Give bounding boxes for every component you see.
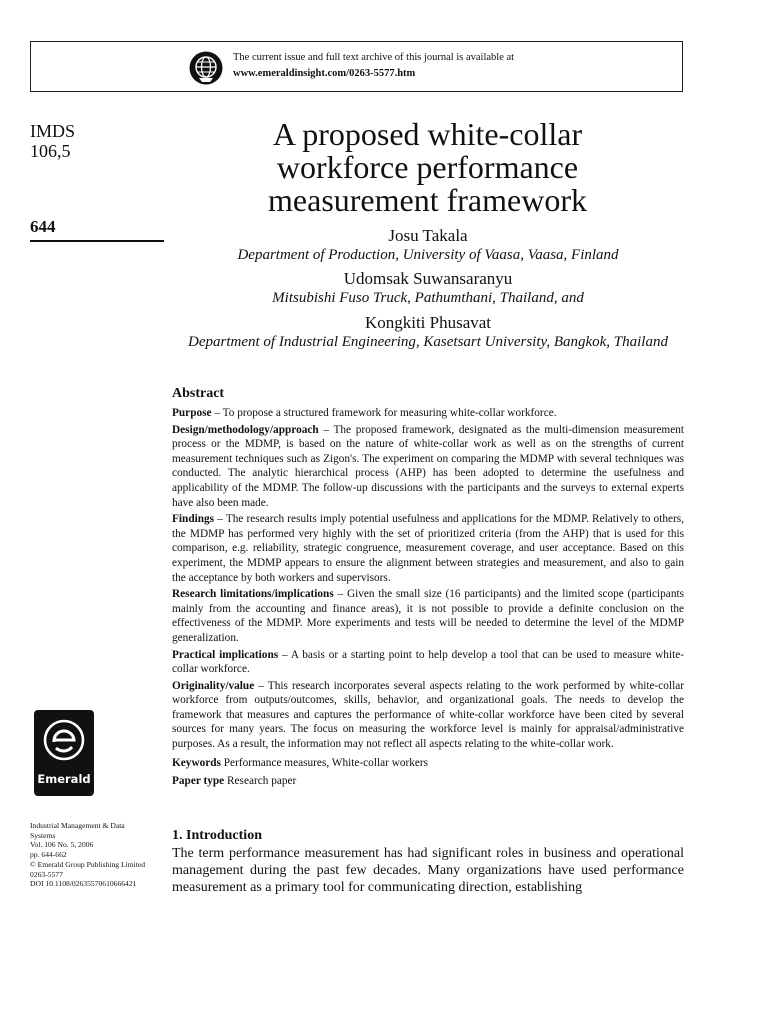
section-text: – The research results imply potential usefulness and applications for the MDMP. Relatively to others, the MDMP has performed very highly with the set of prioritized criteria (from the AHP) that is used for this comparison, e.g. reliability, strategic congruence, measurement coverage, and user acceptance. Based on this experiment, the MDMP appears to ensure the alignment between strategies and measurement, and also to gain the acceptance by both workers and supervisors. [172, 513, 684, 584]
metadata-line: Industrial Management & Data [30, 821, 125, 830]
keywords-label: Keywords [172, 756, 221, 769]
abstract-keywords [172, 756, 684, 771]
metadata-line: 0263-5577 [30, 869, 63, 879]
abstract-practical [172, 648, 684, 677]
abstract-findings [172, 512, 684, 585]
author-name: Josu Takala [388, 226, 468, 245]
journal-issue: 106,5 [30, 141, 71, 161]
abstract-design [172, 423, 684, 511]
notice-text: The current issue and full text archive of this journal is available at [233, 52, 515, 63]
paper-title [200, 118, 655, 217]
author-block [172, 269, 684, 307]
author-name: Kongkiti Phusavat [364, 313, 492, 332]
author-affiliation: Department of Production, University of Vaasa, Vaasa, Finland [237, 247, 619, 263]
publication-metadata [30, 821, 170, 889]
section-text: – Given the small size (16 participants) and the limited scope (participants mainly from the accounting and finance areas), it is not possible to provide a definite conclusion on the effectiveness of the MDMP. More experiments and tests will be needed to determine the level of the MDMP generalization. [172, 588, 685, 644]
paper-type-text: Research paper [224, 775, 297, 788]
abstract-purpose [172, 406, 684, 421]
section-text: – The proposed framework, designated as the multi-dimension measurement process or the MDMP, is based on the nature of white-collar work as well as on the strengths of current measurement techniques such as Zigon's. The experiment on comparing the MDMP with several techniques was conducted. The analytic hierarchical process (AHP) has been adopted to determine the usefulness and applicability of the MDMP. The follow-up discussions with the participants and the surveys to external experts have also been made. [172, 423, 684, 509]
metadata-line: Systems [30, 830, 56, 840]
section-label: Originality/value [172, 679, 255, 692]
emerald-logo-text: Emerald [37, 772, 91, 786]
body-paragraph: The term performance measurement has had significant roles in business and operational management during the past few decades. Many organizations have used performance measurement as a primary tool for communicating direction, establishing [172, 846, 684, 895]
metadata-line: pp. 644-662 [30, 850, 67, 860]
section-text: – This research incorporates several aspects relating to the work performed by white-collar workforce from outputs/outcomes, skills, behavior, and organizational goals. The needs to develop the framework that measures and captures the performance of white-collar workforce have been cited by several sources for many years. The focus on measuring the workforce level is mainly for appraisal/administrative purposes. As a result, the information may not reflect all aspects relating to the white-collar work. [172, 679, 684, 751]
emerald-logo [34, 710, 94, 796]
paper-type-label: Paper type [172, 775, 225, 788]
section-text: – A basis or a starting point to help develop a tool that can be used to measure white-collar workforce. [172, 648, 684, 676]
journal-availability-notice [30, 41, 683, 92]
metadata-line: DOI 10.1108/02635570610666421 [30, 879, 137, 889]
section-label: Design/methodology/approach [172, 423, 319, 436]
author-name: Udomsak Suwansaranyu [343, 269, 513, 288]
title-line: measurement framework [268, 182, 587, 218]
abstract-originality [172, 679, 684, 752]
title-line: workforce performance [276, 149, 579, 185]
section-heading: 1. Introduction [172, 828, 262, 843]
section-text: – To propose a structured framework for measuring white-collar workforce. [211, 407, 557, 419]
keywords-text: Performance measures, White-collar workers [220, 756, 429, 769]
section-label: Purpose [172, 407, 212, 419]
abstract-limitations [172, 587, 684, 645]
metadata-line: © Emerald Group Publishing Limited [30, 859, 146, 869]
author-affiliation: Mitsubishi Fuso Truck, Pathumthani, Thailand, and [272, 290, 584, 306]
journal-url-link[interactable]: www.emeraldinsight.com/0263-5577.htm [233, 68, 416, 79]
journal-code: IMDS [30, 121, 76, 141]
abstract-paper-type [172, 774, 684, 789]
section-label: Practical implications [172, 648, 279, 661]
abstract-section [172, 386, 684, 791]
metadata-line: Vol. 106 No. 5, 2006 [30, 840, 94, 850]
author-affiliation: Department of Industrial Engineering, Kasetsart University, Bangkok, Thailand [188, 334, 668, 350]
section-label: Findings [172, 513, 215, 526]
section-label: Research limitations/implications [172, 588, 334, 601]
introduction-section [172, 828, 684, 896]
globe-icon [189, 51, 223, 85]
title-line: A proposed white-collar [272, 116, 583, 152]
page-number: 644 [30, 217, 56, 236]
author-block [172, 226, 684, 264]
author-block [172, 313, 684, 351]
page-number-rule [30, 240, 164, 242]
abstract-heading: Abstract [172, 386, 225, 401]
